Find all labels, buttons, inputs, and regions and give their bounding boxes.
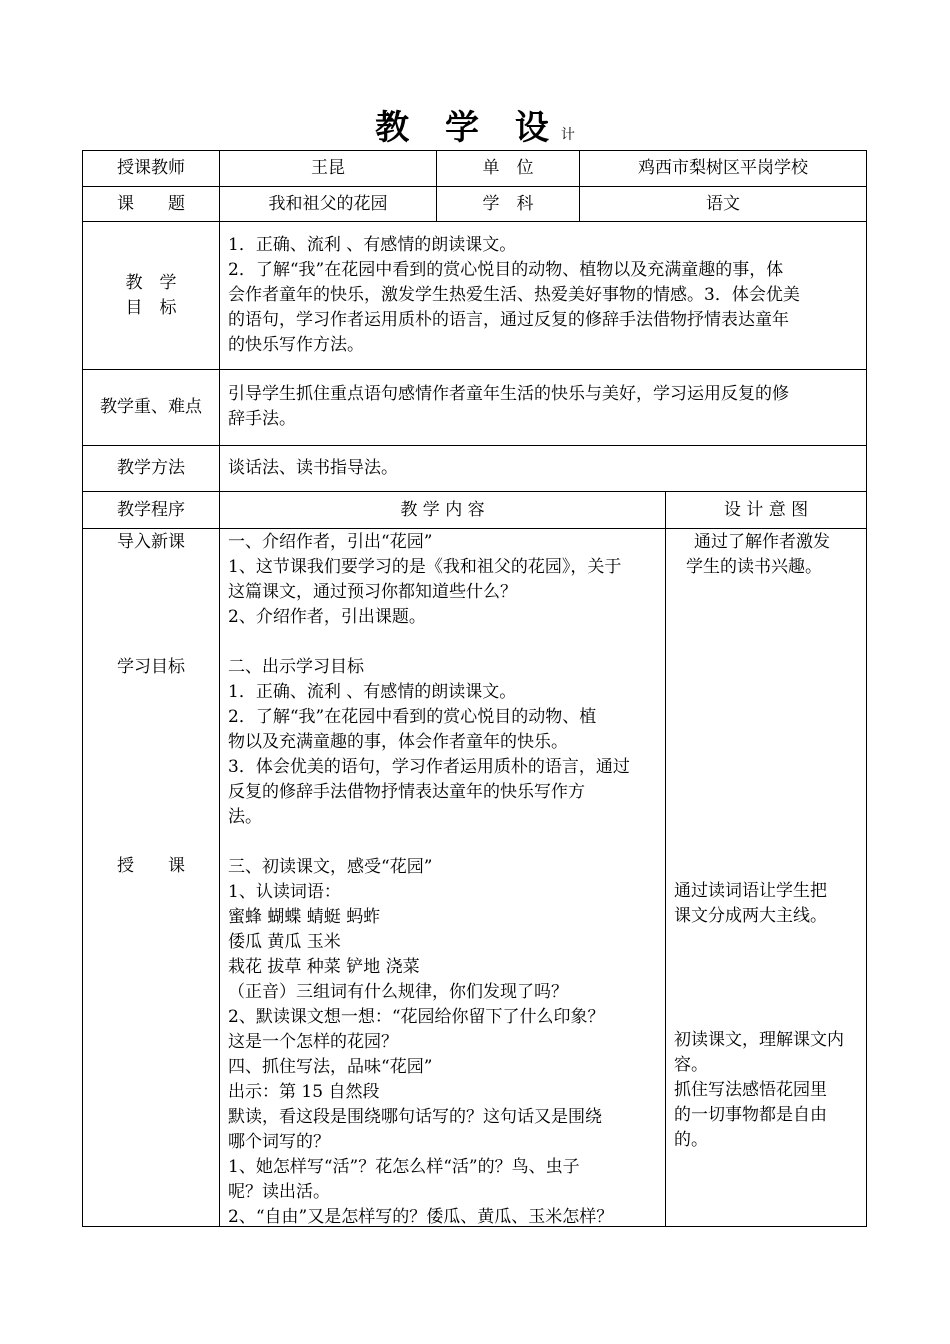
goals-line: 的语句，学习作者运用质朴的语言，通过反复的修辞手法借物抒情表达童年 xyxy=(228,310,789,330)
content-line: 物以及充满童趣的事，体会作者童年的快乐。 xyxy=(228,732,568,752)
content-line: 栽花 拔草 种菜 铲地 浇菜 xyxy=(228,957,420,977)
intent-block-reading xyxy=(674,1028,864,1153)
title-main: 教 学 设 xyxy=(375,108,561,148)
content-line: 四、抓住写法，品味“花园” xyxy=(228,1057,433,1077)
goals-line: 会作者童年的快乐，激发学生热爱生活、热爱美好事物的情感。3．体会优美 xyxy=(228,285,800,305)
content-line: 1．正确、流利 、有感情的朗读课文。 xyxy=(228,682,517,702)
content-line: 1、她怎样写“活”？花怎么样“活”的？鸟、虫子 xyxy=(228,1157,580,1177)
goals-text xyxy=(228,233,863,358)
content-line: 哪个词写的？ xyxy=(228,1132,330,1152)
topic-label: 课 题 xyxy=(117,193,185,214)
intent-line: 通过了解作者激发 xyxy=(694,532,830,552)
content-line: 1、认读词语： xyxy=(228,882,341,902)
title-suffix: 计 xyxy=(560,127,575,143)
content-line: 2、介绍作者，引出课题。 xyxy=(228,607,426,627)
method-label: 教学方法 xyxy=(117,458,185,478)
unit-value: 鸡西市梨树区平岗学校 xyxy=(638,158,808,178)
key-points-label: 教学重、难点 xyxy=(100,397,202,417)
content-line: 这是一个怎样的花园？ xyxy=(228,1032,398,1052)
subject-value: 语文 xyxy=(706,193,740,214)
intent-line: 抓住写法感悟花园里 xyxy=(674,1080,827,1100)
content-line: 2、默读课文想一想：“花园给你留下了什么印象？ xyxy=(228,1007,605,1027)
content-line: 默读，看这段是围绕哪句话写的？这句话又是围绕 xyxy=(228,1107,602,1127)
intent-line: 容。 xyxy=(674,1055,708,1075)
key-points-line: 辞手法。 xyxy=(228,409,296,429)
content-line xyxy=(228,630,663,655)
intent-line: 学生的读书兴趣。 xyxy=(686,557,822,577)
document-title xyxy=(0,100,950,149)
content-line: 2．了解“我”在花园中看到的赏心悦目的动物、植 xyxy=(228,707,597,727)
topic-value: 我和祖父的花园 xyxy=(268,193,388,214)
content-line: 呢？读出活。 xyxy=(228,1182,330,1202)
procedure-label-goals: 学习目标 xyxy=(117,657,185,677)
content-line: 3．体会优美的语句，学习作者运用质朴的语言，通过 xyxy=(228,757,630,777)
intent-line: 通过读词语让学生把 xyxy=(674,881,827,901)
key-points-text xyxy=(228,382,863,432)
teacher-value: 王昆 xyxy=(311,158,345,178)
procedure-header: 教学程序 xyxy=(117,499,185,520)
content-line xyxy=(228,830,663,855)
intent-line: 的一切事物都是自由 xyxy=(674,1105,827,1125)
content-line: 蜜蜂 蝴蝶 蜻蜓 蚂蚱 xyxy=(228,907,381,927)
intent-block-words xyxy=(674,879,864,929)
goals-label-line: 目 标 xyxy=(125,297,177,318)
unit-label: 单 位 xyxy=(482,158,534,178)
goals-line: 1．正确、流利 、有感情的朗读课文。 xyxy=(228,235,517,255)
column-divider xyxy=(219,150,220,1227)
teacher-label: 授课教师 xyxy=(117,158,185,178)
content-line: 2、“自由”又是怎样写的？倭瓜、黄瓜、玉米怎样？ xyxy=(228,1207,614,1227)
method-value: 谈话法、读书指导法。 xyxy=(228,458,398,478)
intent-header: 设 计 意 图 xyxy=(723,499,809,520)
content-header: 教 学 内 容 xyxy=(400,499,485,520)
goals-line: 2．了解“我”在花园中看到的赏心悦目的动物、植物以及充满童趣的事，体 xyxy=(228,260,784,280)
content-line: 1、这节课我们要学习的是《我和祖父的花园》，关于 xyxy=(228,557,622,577)
intent-block-intro xyxy=(674,530,864,580)
procedure-label-intro: 导入新课 xyxy=(117,532,185,552)
intent-line: 初读课文，理解课文内 xyxy=(674,1030,844,1050)
goals-label-line: 教 学 xyxy=(125,272,177,293)
content-text xyxy=(228,530,663,1230)
goals-line: 的快乐写作方法。 xyxy=(228,335,364,355)
row-divider xyxy=(82,528,867,529)
content-line: 一、介绍作者，引出“花园” xyxy=(228,532,433,552)
content-line: 出示：第 15 自然段 xyxy=(228,1082,380,1102)
content-line: （正音）三组词有什么规律，你们发现了吗？ xyxy=(228,982,568,1002)
procedure-label-teach: 授 课 xyxy=(117,856,185,876)
content-line: 三、初读课文，感受“花园” xyxy=(228,857,433,877)
subject-label: 学 科 xyxy=(482,193,534,214)
column-divider xyxy=(665,491,666,1227)
content-line: 倭瓜 黄瓜 玉米 xyxy=(228,932,341,952)
goals-label xyxy=(83,222,219,369)
intent-line: 课文分成两大主线。 xyxy=(674,906,827,926)
content-line: 反复的修辞手法借物抒情表达童年的快乐写作方 xyxy=(228,782,585,802)
content-line: 这篇课文，通过预习你都知道些什么？ xyxy=(228,582,517,602)
intent-line: 的。 xyxy=(674,1130,708,1150)
key-points-line: 引导学生抓住重点语句感情作者童年生活的快乐与美好，学习运用反复的修 xyxy=(228,384,789,404)
content-line: 法。 xyxy=(228,807,262,827)
content-line: 二、出示学习目标 xyxy=(228,657,364,677)
